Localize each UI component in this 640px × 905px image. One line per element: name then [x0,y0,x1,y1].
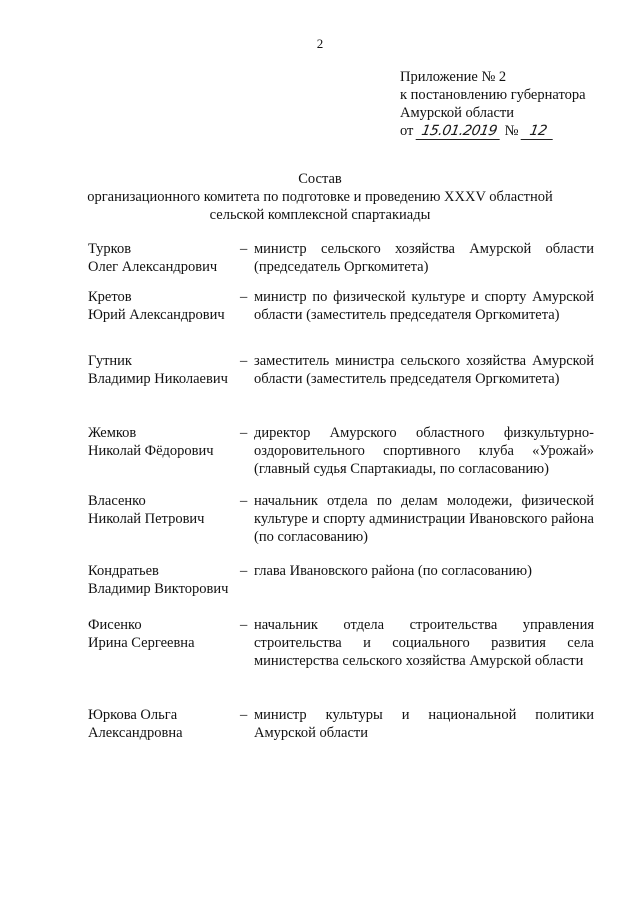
title-line-3: сельской комплексной спартакиады [209,207,431,223]
member-role: министр сельского хозяйства Амурской области (председатель Оргкомитета) [254,241,594,275]
member-given-name: Николай Петрович [88,511,205,527]
member-name [88,492,240,546]
member-name [88,562,240,598]
member-role: начальник отдела по делам молодежи, физической культуре и спорту администрации Ивановского района (по согласованию) [254,493,594,545]
member-role: заместитель министра сельского хозяйства Амурской области (заместитель председателя Оргкомитета) [254,353,594,387]
appendix-block [400,68,610,140]
member-dash: – [240,425,248,441]
member-dash: – [240,563,248,579]
appendix-line-3: Амурской области [400,105,514,121]
member-name [88,240,240,276]
document-title [0,170,640,224]
member-entry [88,240,594,276]
member-entry [88,352,594,388]
member-role: министр культуры и национальной политики Амурской области [254,707,594,741]
title-line-2: организационного комитета по подготовке и проведению XXXV областной [87,189,553,205]
member-name [88,616,240,670]
appendix-line-1: Приложение № 2 [400,69,507,85]
number-prefix: № [504,123,519,139]
member-given-name: Владимир Викторович [88,581,229,597]
member-entry [88,492,594,546]
member-role: министр по физической культуре и спорту Амурской области (заместитель председателя Оргкомитета) [254,289,594,323]
member-dash: – [240,241,248,257]
handwritten-date: 15.01.2019 [416,124,503,140]
member-entry [88,288,594,324]
handwritten-number: 12 [521,124,556,140]
member-dash: – [240,707,248,723]
member-given-name: Юрий Александрович [88,307,225,323]
member-given-name: Александровна [88,725,183,741]
member-surname: Фисенко [88,617,142,633]
member-role: глава Ивановского района (по согласованию) [254,563,532,579]
member-surname: Юркова Ольга [88,707,178,723]
member-given-name: Владимир Николаевич [88,371,228,387]
page-number: 2 [316,36,324,51]
member-surname: Гутник [88,353,132,369]
date-prefix: от [400,123,414,139]
member-entry [88,616,594,670]
member-entry [88,424,594,478]
member-dash: – [240,493,248,509]
member-name [88,424,240,478]
title-line-1: Состав [298,171,342,187]
member-surname: Власенко [88,493,146,509]
member-entry [88,706,594,742]
member-surname: Кондратьев [88,563,159,579]
appendix-line-2: к постановлению губернатора [400,87,586,103]
member-role: начальник отдела строительства управления строительства и социального развития села министерства сельского хозяйства Амурской области [254,617,594,669]
member-given-name: Олег Александрович [88,259,218,275]
member-entry [88,562,594,598]
member-dash: – [240,289,248,305]
member-name [88,706,240,742]
member-name [88,352,240,388]
member-given-name: Николай Фёдорович [88,443,214,459]
appendix-date-line [400,122,610,140]
member-surname: Кретов [88,289,132,305]
member-surname: Турков [88,241,132,257]
member-given-name: Ирина Сергеевна [88,635,195,651]
member-role: директор Амурского областного физкультурно-оздоровительного спортивного клуба «Урожай» (главный судья Спартакиады, по согласованию) [254,425,594,477]
member-name [88,288,240,324]
member-dash: – [240,353,248,369]
member-dash: – [240,617,248,633]
member-surname: Жемков [88,425,137,441]
